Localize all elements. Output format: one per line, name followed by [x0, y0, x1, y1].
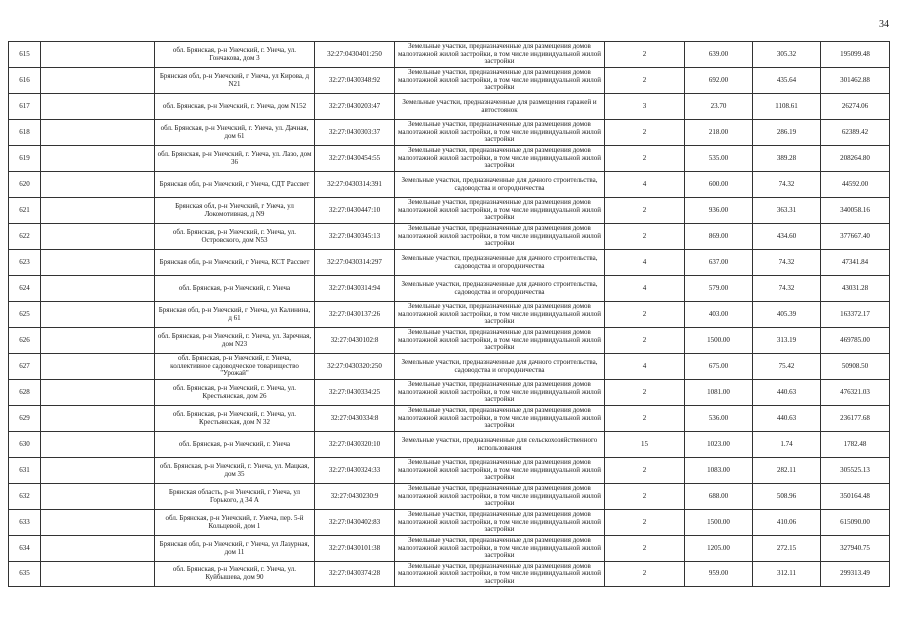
cadastral-value-cell: 615090.00 — [820, 510, 890, 535]
cadastral-number-cell: 32:27:0430101:38 — [314, 536, 394, 561]
cadastral-value-cell: 476321.03 — [820, 380, 890, 405]
specific-value-cell: 282.11 — [752, 458, 820, 483]
cadastral-value-cell: 301462.88 — [820, 68, 890, 93]
cadastral-number-cell: 32:27:0430348:92 — [314, 68, 394, 93]
row-number-cell: 623 — [8, 250, 40, 275]
specific-value-cell: 1.74 — [752, 432, 820, 457]
cadastral-number-cell: 32:27:0430345:13 — [314, 224, 394, 249]
empty-cell — [40, 380, 154, 405]
address-cell: обл. Брянская, р-н Унечский, г. Унеча, ул. Островского, дом N53 — [154, 224, 314, 249]
cadastral-value-cell: 469785.00 — [820, 328, 890, 353]
specific-value-cell: 1108.61 — [752, 94, 820, 119]
row-number-cell: 619 — [8, 146, 40, 171]
group-cell: 2 — [604, 224, 684, 249]
cadastral-value-cell: 62389.42 — [820, 120, 890, 145]
row-number-cell: 635 — [8, 562, 40, 586]
cadastral-number-cell: 32:27:0430303:37 — [314, 120, 394, 145]
land-use-cell: Земельные участки, предназначенные для дачного строительства, садоводства и огородничества — [394, 172, 604, 197]
area-cell: 869.00 — [684, 224, 752, 249]
empty-cell — [40, 198, 154, 223]
address-cell: обл. Брянская, р-н Унечский, г. Унеча, ул. Заречная, дом N23 — [154, 328, 314, 353]
land-use-cell: Земельные участки, предназначенные для размещения гаражей и автостоянок — [394, 94, 604, 119]
area-cell: 579.00 — [684, 276, 752, 301]
row-number-cell: 621 — [8, 198, 40, 223]
address-cell: обл. Брянская, р-н Унечский, г. Унеча, ул. Мацкая, дом 35 — [154, 458, 314, 483]
cadastral-value-cell: 208264.80 — [820, 146, 890, 171]
cadastral-number-cell: 32:27:0430401:250 — [314, 42, 394, 67]
address-cell: обл. Брянская, р-н Унечский, г. Унеча — [154, 432, 314, 457]
group-cell: 2 — [604, 536, 684, 561]
land-use-cell: Земельные участки, предназначенные для дачного строительства, садоводства и огородничества — [394, 354, 604, 379]
row-number-cell: 618 — [8, 120, 40, 145]
land-use-cell: Земельные участки, предназначенные для размещения домов малоэтажной жилой застройки, в том числе индивидуальной жилой застройки — [394, 68, 604, 93]
address-cell: Брянская область, р-н Унечский, г Унеча, ул Горького, д 34 А — [154, 484, 314, 509]
group-cell: 2 — [604, 120, 684, 145]
group-cell: 2 — [604, 510, 684, 535]
land-use-cell: Земельные участки, предназначенные для размещения домов малоэтажной жилой застройки, в том числе индивидуальной жилой застройки — [394, 458, 604, 483]
empty-cell — [40, 302, 154, 327]
table-row — [8, 483, 890, 509]
specific-value-cell: 272.15 — [752, 536, 820, 561]
area-cell: 403.00 — [684, 302, 752, 327]
cadastral-number-cell: 32:27:0430402:83 — [314, 510, 394, 535]
group-cell: 2 — [604, 380, 684, 405]
address-cell: обл. Брянская, р-н Унечский, г. Унеча, коллективное садоводческое товарищество "Урожай" — [154, 354, 314, 379]
cadastral-number-cell: 32:27:0430203:47 — [314, 94, 394, 119]
table-row — [8, 561, 890, 587]
address-cell: обл. Брянская, р-н Унечский, г. Унеча, дом N152 — [154, 94, 314, 119]
row-number-cell: 622 — [8, 224, 40, 249]
area-cell: 1500.00 — [684, 510, 752, 535]
specific-value-cell: 440.63 — [752, 380, 820, 405]
land-use-cell: Земельные участки, предназначенные для размещения домов малоэтажной жилой застройки, в том числе индивидуальной жилой застройки — [394, 146, 604, 171]
land-use-cell: Земельные участки, предназначенные для дачного строительства, садоводства и огородничества — [394, 276, 604, 301]
land-use-cell: Земельные участки, предназначенные для размещения домов малоэтажной жилой застройки, в том числе индивидуальной жилой застройки — [394, 302, 604, 327]
area-cell: 23.70 — [684, 94, 752, 119]
table-row — [8, 171, 890, 197]
group-cell: 2 — [604, 458, 684, 483]
table-row — [8, 405, 890, 431]
land-use-cell: Земельные участки, предназначенные для размещения домов малоэтажной жилой застройки, в том числе индивидуальной жилой застройки — [394, 510, 604, 535]
table-row — [8, 457, 890, 483]
address-cell: Брянская обл, р-н Унечский, г Унеча, КСТ Рассвет — [154, 250, 314, 275]
empty-cell — [40, 354, 154, 379]
address-cell: обл. Брянская, р-н Унечский, г. Унеча, ул. Лазо, дом 36 — [154, 146, 314, 171]
cadastral-number-cell: 32:27:0430314:94 — [314, 276, 394, 301]
table-row — [8, 41, 890, 67]
specific-value-cell: 508.96 — [752, 484, 820, 509]
area-cell: 692.00 — [684, 68, 752, 93]
page-number: 34 — [879, 19, 889, 30]
address-cell: обл. Брянская, р-н Унечский, г. Унеча, пер. 5-й Кольцевой, дом 1 — [154, 510, 314, 535]
area-cell: 675.00 — [684, 354, 752, 379]
land-use-cell: Земельные участки, предназначенные для дачного строительства, садоводства и огородничества — [394, 250, 604, 275]
row-number-cell: 625 — [8, 302, 40, 327]
table-row — [8, 67, 890, 93]
empty-cell — [40, 42, 154, 67]
row-number-cell: 633 — [8, 510, 40, 535]
area-cell: 1205.00 — [684, 536, 752, 561]
area-cell: 536.00 — [684, 406, 752, 431]
group-cell: 2 — [604, 198, 684, 223]
table-row — [8, 327, 890, 353]
table-row — [8, 145, 890, 171]
specific-value-cell: 405.39 — [752, 302, 820, 327]
land-use-cell: Земельные участки, предназначенные для размещения домов малоэтажной жилой застройки, в том числе индивидуальной жилой застройки — [394, 406, 604, 431]
land-use-cell: Земельные участки, предназначенные для размещения домов малоэтажной жилой застройки, в том числе индивидуальной жилой застройки — [394, 328, 604, 353]
area-cell: 639.00 — [684, 42, 752, 67]
empty-cell — [40, 276, 154, 301]
land-use-cell: Земельные участки, предназначенные для размещения домов малоэтажной жилой застройки, в том числе индивидуальной жилой застройки — [394, 120, 604, 145]
row-number-cell: 629 — [8, 406, 40, 431]
empty-cell — [40, 172, 154, 197]
area-cell: 959.00 — [684, 562, 752, 586]
row-number-cell: 632 — [8, 484, 40, 509]
cadastral-value-cell: 43031.28 — [820, 276, 890, 301]
area-cell: 688.00 — [684, 484, 752, 509]
area-cell: 218.00 — [684, 120, 752, 145]
area-cell: 1081.00 — [684, 380, 752, 405]
table-row — [8, 93, 890, 119]
group-cell: 2 — [604, 562, 684, 586]
specific-value-cell: 389.28 — [752, 146, 820, 171]
empty-cell — [40, 224, 154, 249]
specific-value-cell: 305.32 — [752, 42, 820, 67]
group-cell: 2 — [604, 146, 684, 171]
land-use-cell: Земельные участки, предназначенные для размещения домов малоэтажной жилой застройки, в том числе индивидуальной жилой застройки — [394, 562, 604, 586]
address-cell: обл. Брянская, р-н Унечский, г. Унеча, ул. Крестьянская, дом 26 — [154, 380, 314, 405]
table-row — [8, 249, 890, 275]
area-cell: 600.00 — [684, 172, 752, 197]
address-cell: Брянская обл, р-н Унечский, г Унеча, СДТ Рассвет — [154, 172, 314, 197]
cadastral-number-cell: 32:27:0430334:8 — [314, 406, 394, 431]
group-cell: 4 — [604, 354, 684, 379]
table-row — [8, 431, 890, 457]
table-row — [8, 379, 890, 405]
empty-cell — [40, 250, 154, 275]
row-number-cell: 631 — [8, 458, 40, 483]
specific-value-cell: 435.64 — [752, 68, 820, 93]
group-cell: 2 — [604, 484, 684, 509]
table-row — [8, 223, 890, 249]
specific-value-cell: 286.19 — [752, 120, 820, 145]
row-number-cell: 628 — [8, 380, 40, 405]
group-cell: 4 — [604, 172, 684, 197]
cadastral-value-cell: 340058.16 — [820, 198, 890, 223]
cadastral-number-cell: 32:27:0430447:10 — [314, 198, 394, 223]
area-cell: 535.00 — [684, 146, 752, 171]
row-number-cell: 615 — [8, 42, 40, 67]
group-cell: 2 — [604, 42, 684, 67]
empty-cell — [40, 328, 154, 353]
area-cell: 936.00 — [684, 198, 752, 223]
cadastral-number-cell: 32:27:0430320:250 — [314, 354, 394, 379]
land-use-cell: Земельные участки, предназначенные для размещения домов малоэтажной жилой застройки, в том числе индивидуальной жилой застройки — [394, 484, 604, 509]
empty-cell — [40, 432, 154, 457]
cadastral-value-cell: 327940.75 — [820, 536, 890, 561]
cadastral-value-cell: 236177.68 — [820, 406, 890, 431]
specific-value-cell: 74.32 — [752, 276, 820, 301]
specific-value-cell: 313.19 — [752, 328, 820, 353]
row-number-cell: 634 — [8, 536, 40, 561]
address-cell: обл. Брянская, р-н Унечский, г. Унеча, ул. Крестьянская, дом N 32 — [154, 406, 314, 431]
table-row — [8, 119, 890, 145]
land-use-cell: Земельные участки, предназначенные для сельскохозяйственного использования — [394, 432, 604, 457]
empty-cell — [40, 562, 154, 586]
cadastral-value-cell: 50908.50 — [820, 354, 890, 379]
specific-value-cell: 434.60 — [752, 224, 820, 249]
address-cell: обл. Брянская, р-н Унечский, г. Унеча, ул. Дачная, дом 61 — [154, 120, 314, 145]
cadastral-number-cell: 32:27:0430314:297 — [314, 250, 394, 275]
area-cell: 1023.00 — [684, 432, 752, 457]
empty-cell — [40, 94, 154, 119]
cadastral-number-cell: 32:27:0430314:391 — [314, 172, 394, 197]
land-use-cell: Земельные участки, предназначенные для размещения домов малоэтажной жилой застройки, в том числе индивидуальной жилой застройки — [394, 224, 604, 249]
group-cell: 15 — [604, 432, 684, 457]
row-number-cell: 620 — [8, 172, 40, 197]
specific-value-cell: 75.42 — [752, 354, 820, 379]
address-cell: Брянская обл, р-н Унечский, г Унеча, ул Кирова, д N21 — [154, 68, 314, 93]
table-row — [8, 301, 890, 327]
area-cell: 1500.00 — [684, 328, 752, 353]
cadastral-value-cell: 1782.48 — [820, 432, 890, 457]
cadastral-number-cell: 32:27:0430334:25 — [314, 380, 394, 405]
cadastral-value-cell: 26274.06 — [820, 94, 890, 119]
row-number-cell: 624 — [8, 276, 40, 301]
empty-cell — [40, 146, 154, 171]
specific-value-cell: 363.31 — [752, 198, 820, 223]
land-use-cell: Земельные участки, предназначенные для размещения домов малоэтажной жилой застройки, в том числе индивидуальной жилой застройки — [394, 42, 604, 67]
cadastral-value-cell: 44592.00 — [820, 172, 890, 197]
cadastral-number-cell: 32:27:0430374:28 — [314, 562, 394, 586]
row-number-cell: 630 — [8, 432, 40, 457]
cadastral-value-cell: 305525.13 — [820, 458, 890, 483]
address-cell: обл. Брянская, р-н Унечский, г. Унеча, ул. Куйбышева, дом 90 — [154, 562, 314, 586]
group-cell: 2 — [604, 328, 684, 353]
cadastral-value-cell: 350164.48 — [820, 484, 890, 509]
empty-cell — [40, 120, 154, 145]
specific-value-cell: 74.32 — [752, 250, 820, 275]
cadastral-value-cell: 299313.49 — [820, 562, 890, 586]
group-cell: 3 — [604, 94, 684, 119]
table-row — [8, 535, 890, 561]
cadastral-value-cell: 195099.48 — [820, 42, 890, 67]
group-cell: 2 — [604, 302, 684, 327]
specific-value-cell: 410.06 — [752, 510, 820, 535]
cadastral-value-cell: 163372.17 — [820, 302, 890, 327]
group-cell: 2 — [604, 406, 684, 431]
table-row — [8, 197, 890, 223]
cadastral-number-cell: 32:27:0430454:55 — [314, 146, 394, 171]
specific-value-cell: 74.32 — [752, 172, 820, 197]
land-plots-table — [8, 41, 890, 587]
empty-cell — [40, 484, 154, 509]
address-cell: Брянская обл, р-н Унечский, г Унеча, ул Локомотивная, д N9 — [154, 198, 314, 223]
group-cell: 2 — [604, 68, 684, 93]
cadastral-number-cell: 32:27:0430230:9 — [314, 484, 394, 509]
address-cell: обл. Брянская, р-н Унечский, г. Унеча — [154, 276, 314, 301]
address-cell: Брянская обл, р-н Унечский, г Унеча, ул Калинина, д 61 — [154, 302, 314, 327]
group-cell: 4 — [604, 250, 684, 275]
empty-cell — [40, 510, 154, 535]
cadastral-number-cell: 32:27:0430320:10 — [314, 432, 394, 457]
cadastral-value-cell: 47341.84 — [820, 250, 890, 275]
empty-cell — [40, 458, 154, 483]
address-cell: обл. Брянская, р-н Унечский, г. Унеча, ул. Гончакова, дом 3 — [154, 42, 314, 67]
empty-cell — [40, 536, 154, 561]
address-cell: Брянская обл, р-н Унечский, г Унеча, ул Лазурная, дом 11 — [154, 536, 314, 561]
table-row — [8, 353, 890, 379]
cadastral-number-cell: 32:27:0430137:26 — [314, 302, 394, 327]
table-row — [8, 275, 890, 301]
cadastral-number-cell: 32:27:0430324:33 — [314, 458, 394, 483]
land-use-cell: Земельные участки, предназначенные для размещения домов малоэтажной жилой застройки, в том числе индивидуальной жилой застройки — [394, 536, 604, 561]
area-cell: 637.00 — [684, 250, 752, 275]
specific-value-cell: 440.63 — [752, 406, 820, 431]
land-use-cell: Земельные участки, предназначенные для размещения домов малоэтажной жилой застройки, в том числе индивидуальной жилой застройки — [394, 198, 604, 223]
row-number-cell: 627 — [8, 354, 40, 379]
cadastral-value-cell: 377667.40 — [820, 224, 890, 249]
row-number-cell: 617 — [8, 94, 40, 119]
group-cell: 4 — [604, 276, 684, 301]
specific-value-cell: 312.11 — [752, 562, 820, 586]
empty-cell — [40, 68, 154, 93]
row-number-cell: 616 — [8, 68, 40, 93]
area-cell: 1083.00 — [684, 458, 752, 483]
land-use-cell: Земельные участки, предназначенные для размещения домов малоэтажной жилой застройки, в том числе индивидуальной жилой застройки — [394, 380, 604, 405]
cadastral-number-cell: 32:27:0430102:8 — [314, 328, 394, 353]
row-number-cell: 626 — [8, 328, 40, 353]
table-row — [8, 509, 890, 535]
empty-cell — [40, 406, 154, 431]
